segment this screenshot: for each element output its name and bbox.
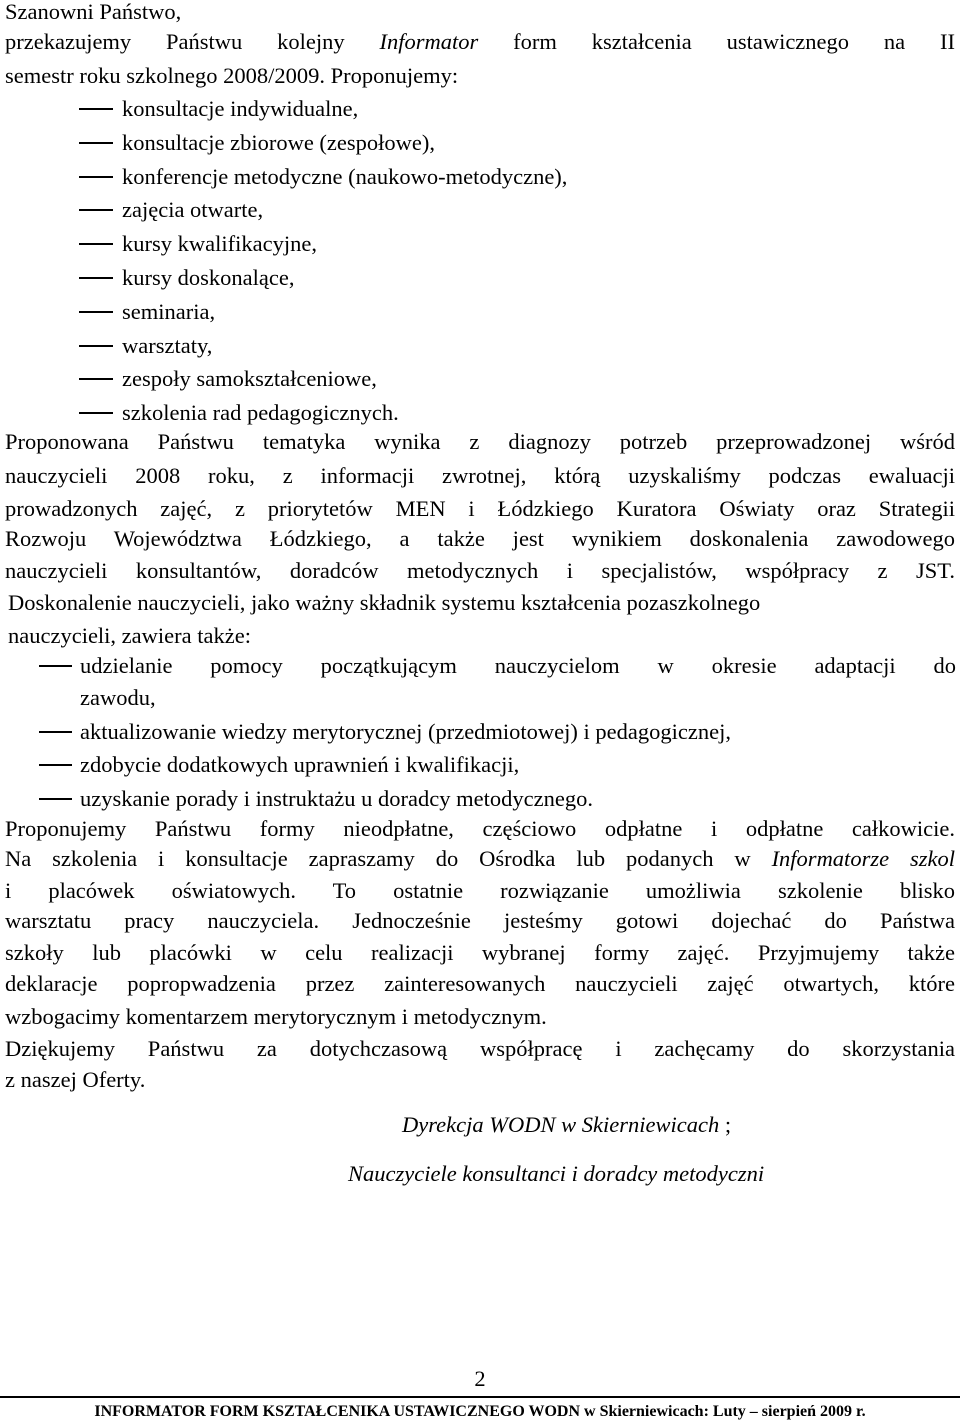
dash-bullet bbox=[79, 209, 113, 211]
page-number: 2 bbox=[474, 1366, 486, 1391]
dash-bullet bbox=[39, 731, 72, 733]
dash-bullet bbox=[39, 798, 72, 800]
development-item: zdobycie dodatkowych uprawnień i kwalifikacji, bbox=[80, 752, 520, 777]
informator-title: Informator bbox=[379, 29, 479, 54]
signature-line-1 bbox=[402, 1109, 731, 1141]
signature-separator: ; bbox=[719, 1112, 732, 1137]
training-paragraph-line: i placówek oświatowych. To ostatnie rozwiązanie umożliwia szkolenie blisko bbox=[5, 878, 955, 903]
greeting: Szanowni Państwo, bbox=[5, 0, 182, 24]
dash-bullet bbox=[79, 412, 113, 414]
dash-bullet bbox=[39, 764, 72, 766]
informator-title: Informatorze szkol bbox=[771, 846, 955, 871]
offer-item: konsultacje indywidualne, bbox=[122, 96, 359, 121]
offer-item: warsztaty, bbox=[122, 333, 213, 358]
topics-paragraph-line: Proponowana Państwu tematyka wynika z diagnozy potrzeb przeprowadzonej wśród bbox=[5, 429, 955, 454]
intro-text: form kształcenia ustawicznego na II bbox=[478, 29, 955, 54]
offer-item: kursy kwalifikacyjne, bbox=[122, 231, 317, 256]
signature-line-2: Nauczyciele konsultanci i doradcy metodyczni bbox=[348, 1161, 765, 1186]
dash-bullet bbox=[79, 176, 113, 178]
offer-item: konsultacje zbiorowe (zespołowe), bbox=[122, 130, 436, 155]
training-paragraph-line: szkoły lub placówki w celu realizacji wybranej formy zajęć. Przyjmujemy także bbox=[5, 940, 955, 965]
dash-bullet bbox=[79, 243, 113, 245]
development-item: aktualizowanie wiedzy merytorycznej (przedmiotowej) i pedagogicznej, bbox=[80, 719, 731, 744]
dash-bullet bbox=[79, 345, 113, 347]
forms-paragraph: Proponujemy Państwu formy nieodpłatne, częściowo odpłatne i odpłatne całkowicie. bbox=[5, 816, 955, 841]
training-paragraph-line bbox=[5, 843, 955, 875]
dash-bullet bbox=[79, 142, 113, 144]
offer-item: seminaria, bbox=[122, 299, 216, 324]
development-item: uzyskanie porady i instruktażu u doradcy metodycznego. bbox=[80, 786, 593, 811]
topics-paragraph-line: prowadzonych zajęć, z priorytetów MEN i Łódzkiego Kuratora Oświaty oraz Strategii bbox=[5, 496, 955, 521]
thanks-paragraph-line: z naszej Oferty. bbox=[5, 1067, 146, 1092]
development-item-continuation: zawodu, bbox=[80, 685, 156, 710]
thanks-paragraph-line: Dziękujemy Państwu za dotychczasową współpracę i zachęcamy do skorzystania bbox=[5, 1036, 955, 1061]
intro-line-2: semestr roku szkolnego 2008/2009. Proponujemy: bbox=[5, 63, 459, 88]
development-paragraph-line: nauczycieli, zawiera także: bbox=[8, 623, 251, 648]
dash-bullet bbox=[79, 108, 113, 110]
topics-paragraph-line: nauczycieli konsultantów, doradców metodycznych i specjalistów, współpracy z JST. bbox=[5, 558, 955, 583]
training-paragraph-line: warsztatu pracy nauczyciela. Jednocześnie jesteśmy gotowi dojechać do Państwa bbox=[5, 908, 955, 933]
offer-item: zajęcia otwarte, bbox=[122, 197, 264, 222]
training-paragraph-line: wzbogacimy komentarzem merytorycznym i metodycznym. bbox=[5, 1004, 547, 1029]
development-item: udzielanie pomocy początkującym nauczycielom w okresie adaptacji do bbox=[80, 653, 956, 678]
training-text: Na szkolenia i konsultacje zapraszamy do Ośrodka lub podanych w bbox=[5, 846, 772, 871]
dash-bullet bbox=[79, 277, 113, 279]
topics-paragraph-line: nauczycieli 2008 roku, z informacji zwrotnej, którą uzyskaliśmy podczas ewaluacji bbox=[5, 463, 955, 488]
intro-line-1 bbox=[5, 26, 955, 58]
intro-text: przekazujemy Państwu kolejny bbox=[5, 29, 380, 54]
offer-item: kursy doskonalące, bbox=[122, 265, 295, 290]
topics-paragraph-line: Rozwoju Województwa Łódzkiego, a także jest wynikiem doskonalenia zawodowego bbox=[5, 526, 955, 551]
dash-bullet bbox=[39, 665, 72, 667]
dash-bullet bbox=[79, 378, 113, 380]
signature-directorate: Dyrekcja WODN w Skierniewicach bbox=[402, 1112, 720, 1137]
offer-item: konferencje metodyczne (naukowo-metodyczne), bbox=[122, 164, 568, 189]
offer-item: szkolenia rad pedagogicznych. bbox=[122, 400, 399, 425]
offer-item: zespoły samokształceniowe, bbox=[122, 366, 377, 391]
development-paragraph-line: Doskonalenie nauczycieli, jako ważny składnik systemu kształcenia pozaszkolnego bbox=[8, 590, 761, 615]
dash-bullet bbox=[79, 311, 113, 313]
training-paragraph-line: deklaracje popropwadzenia przez zainteresowanych nauczycieli zajęć otwartych, które bbox=[5, 971, 955, 996]
page-footer: INFORMATOR FORM KSZTAŁCENIKA USTAWICZNEGO WODN w Skierniewicach: Luty – sierpień 2009 r. bbox=[0, 1396, 960, 1426]
